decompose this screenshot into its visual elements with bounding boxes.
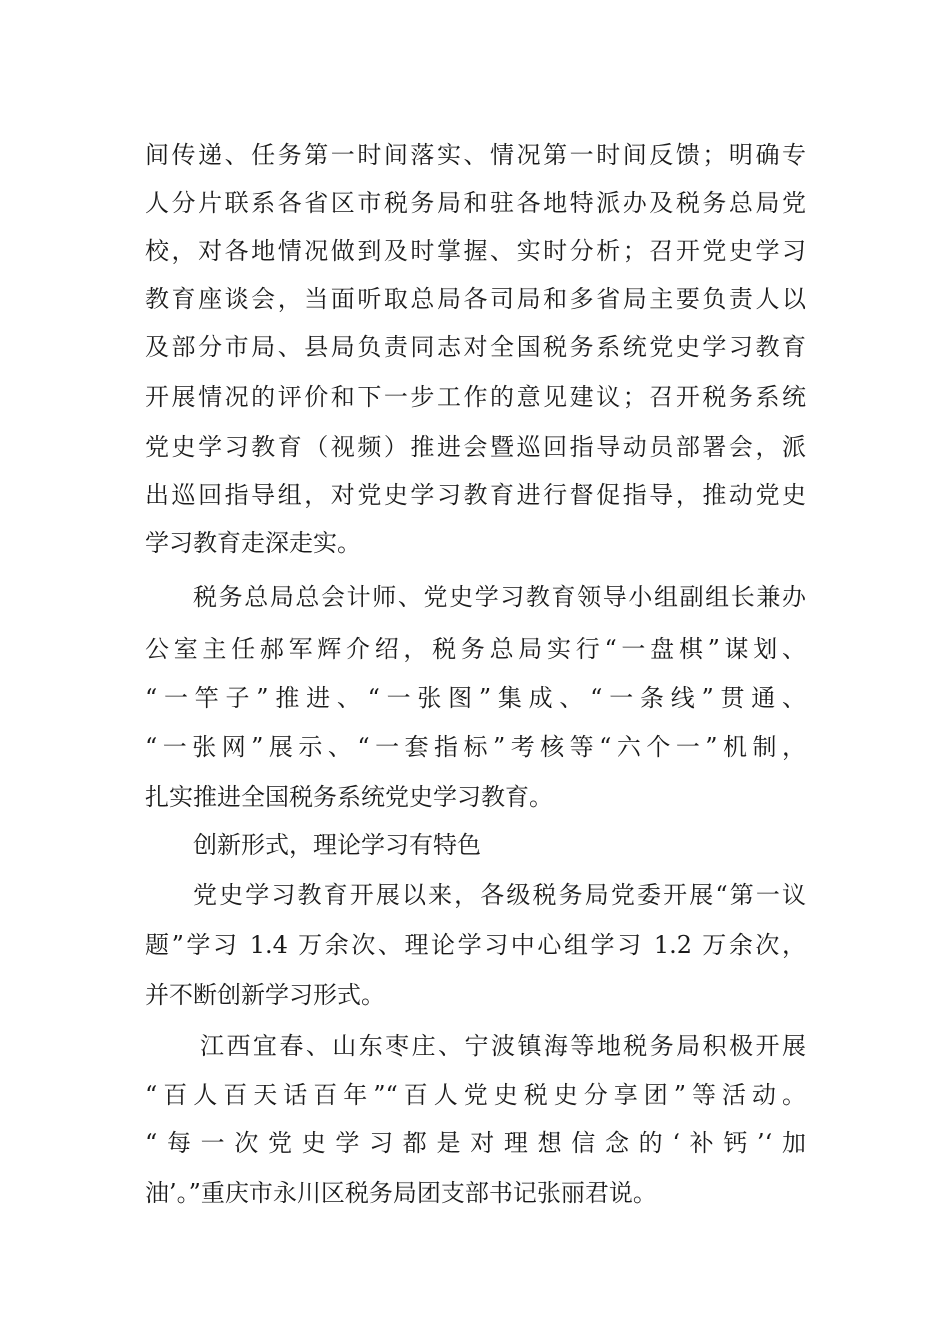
paragraph-line: 校，对各地情况做到及时掌握、实时分析；召开党史学习 [145,237,806,265]
paragraph-line: “百人百天话百年”“百人党史税史分享团”等活动。 [145,1081,806,1109]
paragraph-line: 间传递、任务第一时间落实、情况第一时间反馈；明确专 [145,141,806,169]
paragraph-line: 及部分市局、县局负责同志对全国税务系统党史学习教育 [145,333,806,361]
paragraph-first-line: 党史学习教育开展以来，各级税务局党委开展“第一议 [193,881,806,909]
paragraph-line: 党史学习教育（视频）推进会暨巡回指导动员部署会，派 [145,433,806,461]
paragraph-line: 人分片联系各省区市税务局和驻各地特派办及税务总局党 [145,189,806,217]
paragraph-line: 扎实推进全国税务系统党史学习教育。 [145,783,553,811]
paragraph-line: 题”学习 1.4 万余次、理论学习中心组学习 1.2 万余次， [145,931,806,959]
paragraph-first-line: 税务总局总会计师、党史学习教育领导小组副组长兼办 [193,583,806,611]
paragraph-line: 公室主任郝军辉介绍，税务总局实行“一盘棋”谋划、 [145,635,806,663]
paragraph-line: 油’。”重庆市永川区税务局团支部书记张丽君说。 [145,1179,657,1207]
paragraph-line: 教育座谈会，当面听取总局各司局和多省局主要负责人以 [145,285,806,313]
paragraph-line: “一张网”展示、“一套指标”考核等“六个一”机制， [145,733,806,761]
section-heading: 创新形式，理论学习有特色 [193,831,481,859]
paragraph-line: “每一次党史学习都是对理想信念的‘补钙’‘加 [145,1129,806,1157]
paragraph-line: 出巡回指导组，对党史学习教育进行督促指导，推动党史 [145,481,806,509]
paragraph-line: “一竿子”推进、“一张图”集成、“一条线”贯通、 [145,684,806,712]
paragraph-first-line: 江西宜春、山东枣庄、宁波镇海等地税务局积极开展 [200,1032,806,1060]
paragraph-line: 学习教育走深走实。 [145,529,361,557]
paragraph-line: 并不断创新学习形式。 [145,981,385,1009]
paragraph-line: 开展情况的评价和下一步工作的意见建议；召开税务系统 [145,383,806,411]
